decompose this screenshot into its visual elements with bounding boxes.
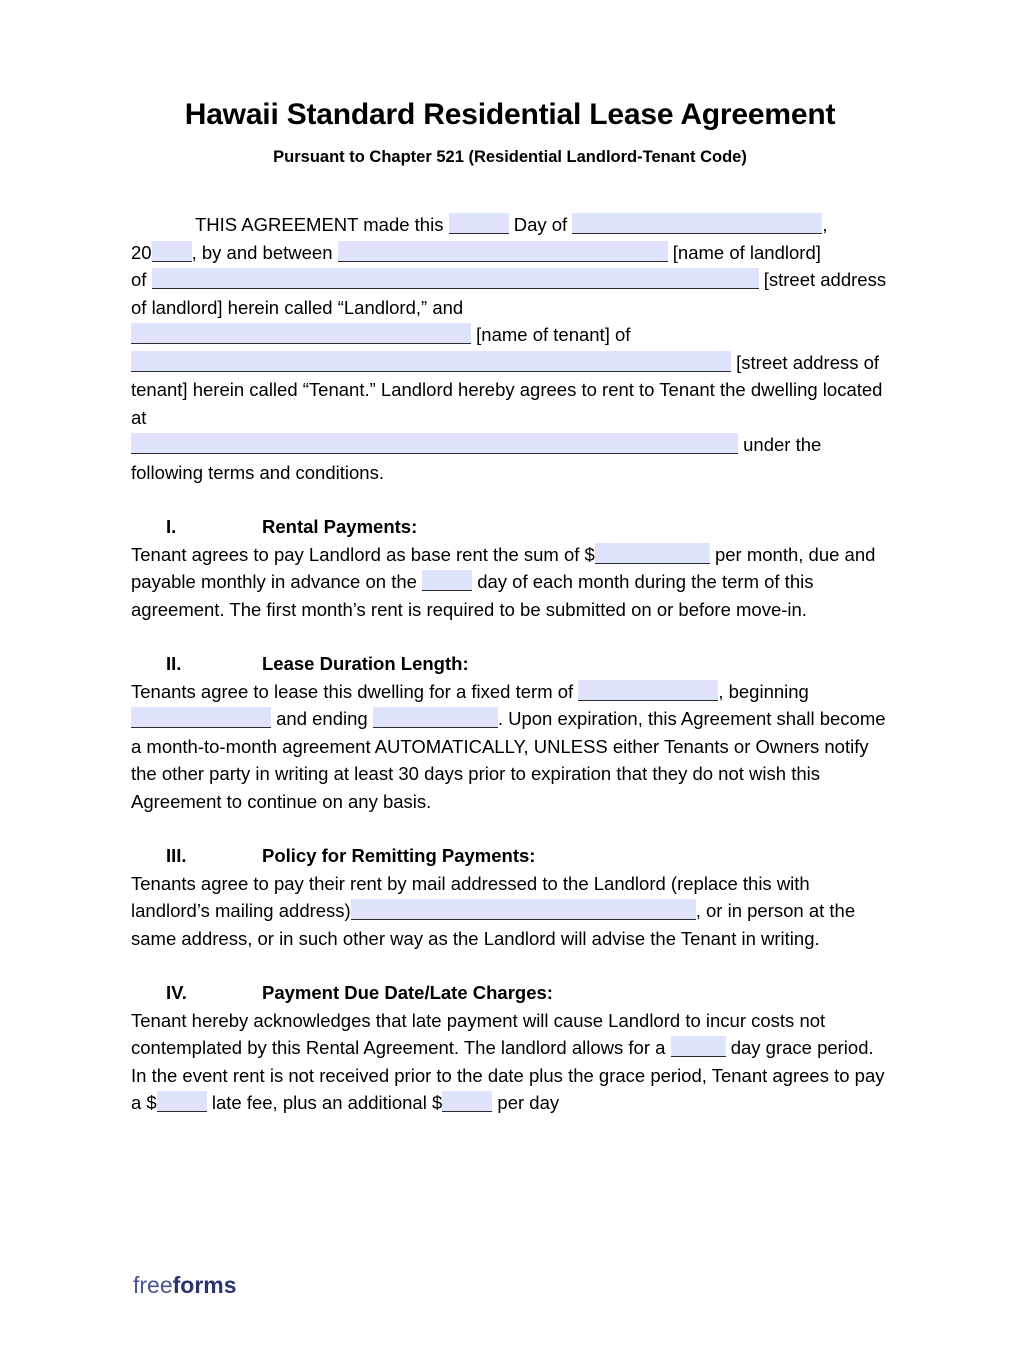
page-subtitle: Pursuant to Chapter 521 (Residential Landlord-Tenant Code) xyxy=(273,148,747,167)
year-field[interactable] xyxy=(152,241,192,262)
grace-period-field[interactable] xyxy=(671,1036,726,1057)
intro-label-landlord-name: [name of landlord] xyxy=(672,241,821,263)
lease-end-date-field[interactable] xyxy=(373,707,498,728)
landlord-mailing-address-field[interactable] xyxy=(351,899,696,920)
section-4-text-2: day grace period. In the event rent is not received prior to the date plus the grace period, Tenant agrees to pay a $ xyxy=(131,1037,885,1114)
intro-text xyxy=(131,211,889,486)
section-4-heading xyxy=(131,979,889,1007)
section-1-colon: : xyxy=(411,516,418,538)
rent-due-day-field[interactable] xyxy=(422,570,472,591)
tenant-address-field[interactable] xyxy=(131,351,731,372)
intro-paragraph xyxy=(131,211,889,486)
base-rent-field[interactable] xyxy=(595,543,710,564)
document-content xyxy=(131,96,889,1117)
section-3-colon: : xyxy=(529,845,536,867)
section-1-body xyxy=(131,541,889,624)
section-4-number: IV. xyxy=(166,982,187,1004)
intro-text-4: , by and between xyxy=(191,241,333,263)
intro-label-tenant-name: [name of tenant] of xyxy=(476,324,631,346)
landlord-address-field[interactable] xyxy=(152,268,759,289)
section-1-text-1: Tenant agrees to pay Landlord as base rent the sum of $ xyxy=(131,543,595,565)
section-4-colon: : xyxy=(546,982,553,1004)
section-1-text-3: day of each month during the term of this agreement. The first month’s rent is required to be submitted on or before move-in. xyxy=(131,571,814,620)
section-4-title: Payment Due Date/Late Charges xyxy=(262,982,547,1004)
logo-text-light: free xyxy=(133,1272,173,1298)
section-3-title: Policy for Remitting Payments xyxy=(262,845,530,867)
landlord-name-field[interactable] xyxy=(338,241,668,262)
lease-term-field[interactable] xyxy=(578,680,718,701)
section-2-number: II. xyxy=(166,653,182,675)
section-2-title: Lease Duration Length: xyxy=(262,653,469,675)
freeforms-logo xyxy=(133,1272,237,1299)
section-late-charges xyxy=(131,979,889,1117)
section-3-body xyxy=(131,870,889,953)
section-4-text-1: Tenant hereby acknowledges that late payment will cause Landlord to incur costs not contemplated by this Rental Agreement. The landlord allows for a xyxy=(131,1009,826,1059)
logo-text-bold: forms xyxy=(172,1272,237,1298)
day-field[interactable] xyxy=(449,213,509,234)
intro-text-10: under the following terms and conditions. xyxy=(131,434,822,483)
section-2-text-2: , beginning xyxy=(718,680,809,702)
tenant-name-field[interactable] xyxy=(131,323,471,344)
intro-text-3: 20 xyxy=(131,241,152,263)
month-field[interactable] xyxy=(572,213,822,234)
section-3-text-1: Tenants agree to pay their rent by mail addressed to the Landlord (replace this with landlord’s mailing address) xyxy=(131,872,810,922)
daily-late-fee-field[interactable] xyxy=(442,1091,492,1112)
late-fee-field[interactable] xyxy=(157,1091,207,1112)
page-title: Hawaii Standard Residential Lease Agreement xyxy=(184,98,836,131)
section-1-text-2: per month, due and payable monthly in advance on the xyxy=(131,543,876,593)
section-rental-payments xyxy=(131,513,889,623)
section-1-title: Rental Payments xyxy=(262,516,412,538)
section-3-heading xyxy=(131,842,889,870)
section-4-text-4: per day xyxy=(497,1092,560,1114)
section-2-body xyxy=(131,678,889,816)
section-4-text-3: late fee, plus an additional $ xyxy=(211,1092,443,1114)
section-3-text-2: , or in person at the same address, or in such other way as the Landlord will advise the Tenant in writing. xyxy=(131,900,856,949)
section-4-body xyxy=(131,1007,889,1117)
section-2-text-4: . Upon expiration, this Agreement shall become a month-to-month agreement AUTOMATICALLY, UNLESS either Tenants or Owners notify the other party in writing at least 30 days prior to expiration that they do not wish this Agreement to continue on any basis. xyxy=(131,708,886,812)
intro-label-landlord-address: [street address of landlord] herein called “Landlord,” and xyxy=(131,269,887,318)
section-3-number: III. xyxy=(166,845,187,867)
dwelling-address-field[interactable] xyxy=(131,433,738,454)
lease-start-date-field[interactable] xyxy=(131,707,271,728)
section-remitting-payments xyxy=(131,842,889,952)
section-2-text-1: Tenants agree to lease this dwelling for a fixed term of xyxy=(131,680,574,702)
section-lease-duration xyxy=(131,650,889,815)
section-1-heading xyxy=(131,513,889,541)
comma-1: , xyxy=(822,214,828,236)
intro-text-6: of xyxy=(131,269,147,291)
section-2-heading xyxy=(131,650,889,678)
intro-text-2: Day of xyxy=(513,214,568,236)
section-1-number: I. xyxy=(166,516,177,538)
intro-text-1: THIS AGREEMENT made this xyxy=(195,214,444,236)
section-2-text-3: and ending xyxy=(276,708,368,730)
intro-label-tenant-address: [street address of tenant] herein called “Tenant.” Landlord hereby agrees to rent to Tenant the dwelling located at xyxy=(131,351,883,428)
